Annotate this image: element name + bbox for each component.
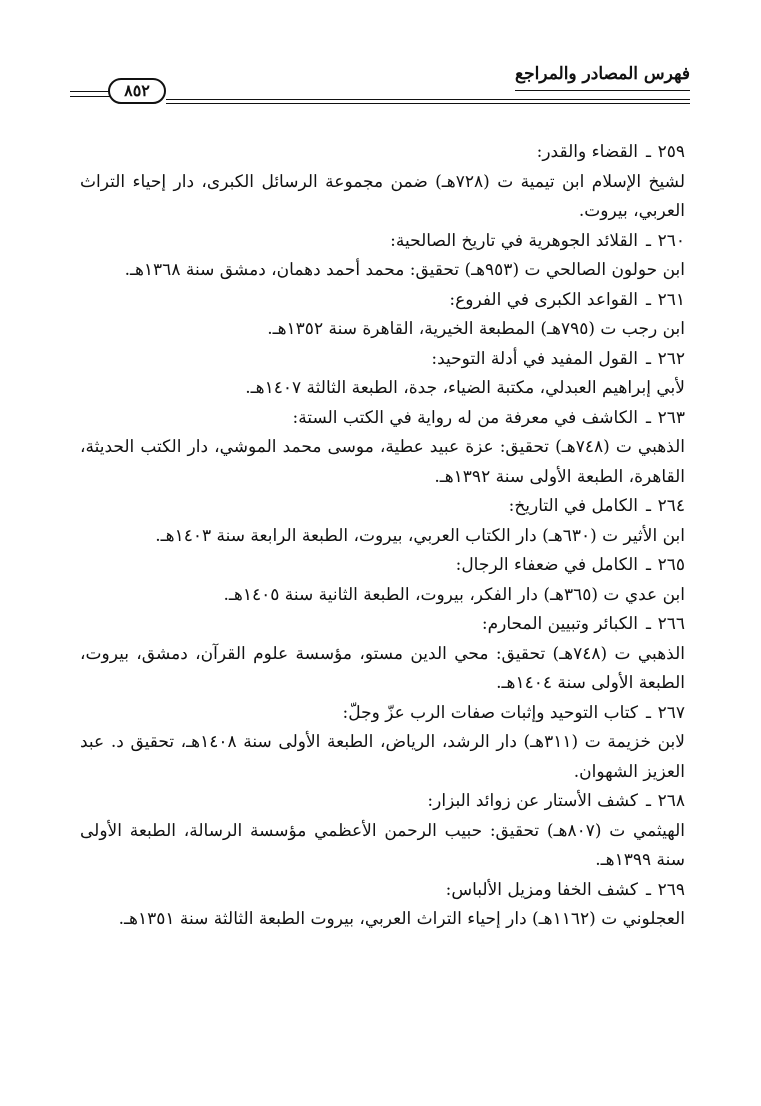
bibliography-entry bbox=[80, 138, 685, 227]
header-rule bbox=[166, 99, 690, 100]
bibliography-entry bbox=[80, 551, 685, 610]
entry-title: الكامل في ضعفاء الرجال: bbox=[455, 555, 639, 575]
entry-title: الكبائر وتبيين المحارم: bbox=[481, 614, 639, 634]
entry-number: ٢٥٩ bbox=[657, 142, 685, 162]
bibliography-list bbox=[80, 138, 685, 935]
entry-number: ٢٦٢ bbox=[657, 348, 685, 369]
bibliography-entry bbox=[80, 345, 685, 404]
bibliography-entry bbox=[80, 876, 685, 935]
entry-dash: ـ bbox=[646, 614, 651, 634]
entry-title: القول المفيد في أدلة التوحيد: bbox=[431, 348, 639, 369]
entry-heading bbox=[80, 138, 685, 168]
entry-title: كشف الخفا ومزيل الألباس: bbox=[445, 879, 639, 900]
entry-details: الذهبي ت (٧٤٨هـ) تحقيق: عزة عبيد عطية، موسى محمد الموشي، دار الكتب الحديثة، القاهرة، الطبعة الأولى سنة ١٣٩٢هـ. bbox=[80, 437, 685, 487]
entry-number: ٢٦٥ bbox=[657, 555, 685, 575]
entry-dash: ـ bbox=[646, 555, 651, 575]
entry-details: الذهبي ت (٧٤٨هـ) تحقيق: محي الدين مستو، مؤسسة علوم القرآن، دمشق، بيروت، الطبعة الأولى سنة ١٤٠٤هـ. bbox=[80, 643, 685, 693]
entry-number: ٢٦٠ bbox=[657, 230, 685, 251]
bibliography-entry bbox=[80, 286, 685, 345]
entry-dash: ـ bbox=[646, 879, 651, 900]
entry-heading bbox=[80, 787, 685, 817]
bibliography-entry bbox=[80, 404, 685, 493]
entry-heading bbox=[80, 227, 685, 257]
entry-details: العجلوني ت (١١٦٢هـ) دار إحياء التراث العربي، بيروت الطبعة الثالثة سنة ١٣٥١هـ. bbox=[118, 909, 685, 929]
entry-dash: ـ bbox=[646, 348, 651, 369]
entry-heading bbox=[80, 699, 685, 729]
entry-dash: ـ bbox=[646, 791, 651, 811]
page-number-badge: ٨٥٢ bbox=[108, 78, 166, 104]
entry-number: ٢٦٦ bbox=[657, 614, 685, 634]
entry-title: الكامل في التاريخ: bbox=[508, 496, 639, 516]
entry-details: ابن الأثير ت (٦٣٠هـ) دار الكتاب العربي، بيروت، الطبعة الرابعة سنة ١٤٠٣هـ. bbox=[155, 525, 685, 546]
title-underline bbox=[515, 90, 690, 91]
entry-dash: ـ bbox=[646, 230, 651, 251]
entry-heading bbox=[80, 345, 685, 375]
entry-dash: ـ bbox=[646, 702, 651, 723]
entry-heading bbox=[80, 876, 685, 906]
entry-number: ٢٦٩ bbox=[657, 879, 685, 900]
bibliography-entry bbox=[80, 787, 685, 876]
running-title: فهرس المصادر والمراجع bbox=[515, 64, 690, 84]
entry-title: كشف الأستار عن زوائد البزار: bbox=[427, 791, 639, 811]
entry-details: لأبي إبراهيم العبدلي، مكتبة الضياء، جدة، الطبعة الثالثة ١٤٠٧هـ. bbox=[245, 378, 685, 398]
entry-number: ٢٦٣ bbox=[657, 407, 685, 428]
entry-heading bbox=[80, 404, 685, 434]
page-header bbox=[70, 60, 690, 106]
bibliography-entry bbox=[80, 610, 685, 699]
bibliography-entry bbox=[80, 227, 685, 286]
bibliography-entry bbox=[80, 699, 685, 788]
header-rule-thin bbox=[166, 103, 690, 104]
entry-heading bbox=[80, 286, 685, 316]
entry-dash: ـ bbox=[646, 142, 651, 162]
entry-heading bbox=[80, 610, 685, 640]
entry-title: القلائد الجوهرية في تاريخ الصالحية: bbox=[390, 230, 639, 251]
entry-title: القضاء والقدر: bbox=[536, 142, 639, 162]
header-ornament-rule bbox=[70, 91, 110, 97]
entry-dash: ـ bbox=[646, 289, 651, 310]
entry-details: ابن حولون الصالحي ت (٩٥٣هـ) تحقيق: محمد أحمد دهمان، دمشق سنة ١٣٦٨هـ. bbox=[124, 260, 685, 280]
entry-details: الهيثمي ت (٨٠٧هـ) تحقيق: حبيب الرحمن الأعظمي مؤسسة الرسالة، الطبعة الأولى سنة ١٣٩٩هـ. bbox=[80, 820, 685, 870]
entry-number: ٢٦٤ bbox=[657, 496, 685, 516]
entry-title: كتاب التوحيد وإثبات صفات الرب عزّ وجلّ: bbox=[342, 702, 639, 723]
bibliography-entry bbox=[80, 492, 685, 551]
entry-details: لشيخ الإسلام ابن تيمية ت (٧٢٨هـ) ضمن مجموعة الرسائل الكبرى، دار إحياء التراث العربي، بيروت. bbox=[80, 171, 685, 221]
entry-details: لابن خزيمة ت (٣١١هـ) دار الرشد، الرياض، الطبعة الأولى سنة ١٤٠٨هـ، تحقيق د. عبد العزيز الشهوان. bbox=[80, 732, 685, 782]
entry-number: ٢٦١ bbox=[657, 289, 685, 310]
entry-title: القواعد الكبرى في الفروع: bbox=[449, 289, 639, 310]
entry-details: ابن عدي ت (٣٦٥هـ) دار الفكر، بيروت، الطبعة الثانية سنة ١٤٠٥هـ. bbox=[223, 584, 685, 605]
entry-details: ابن رجب ت (٧٩٥هـ) المطبعة الخيرية، القاهرة سنة ١٣٥٢هـ. bbox=[267, 319, 685, 339]
entry-dash: ـ bbox=[646, 407, 651, 428]
entry-dash: ـ bbox=[646, 496, 651, 516]
entry-number: ٢٦٧ bbox=[657, 702, 685, 723]
entry-heading bbox=[80, 492, 685, 522]
entry-title: الكاشف في معرفة من له رواية في الكتب الستة: bbox=[292, 407, 639, 428]
entry-heading bbox=[80, 551, 685, 581]
entry-number: ٢٦٨ bbox=[657, 791, 685, 811]
